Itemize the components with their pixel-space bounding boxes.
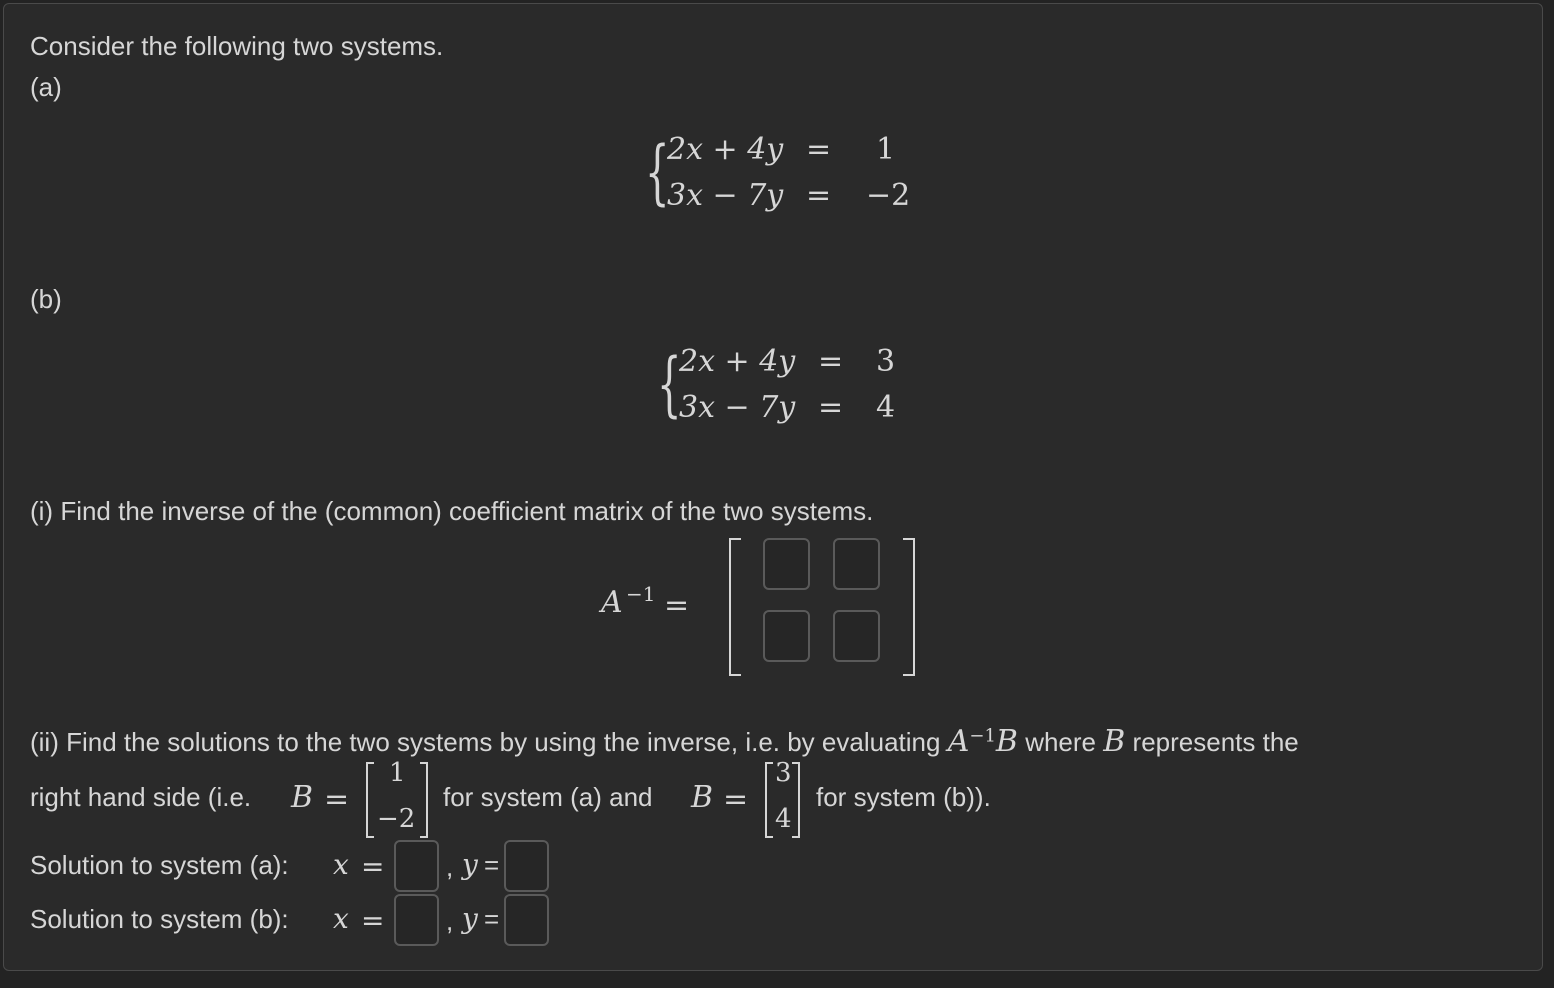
vec-b-top: 3: [775, 758, 792, 788]
vec-b-bottom: 4: [775, 804, 792, 834]
inverse-equals: =: [664, 588, 690, 623]
line2-pre: right hand side (i.e.: [30, 782, 252, 812]
system-a-row1-eq: =: [806, 132, 832, 167]
part-a-label: (a): [30, 72, 62, 102]
system-a-row2-rhs: −2: [866, 178, 911, 213]
system-b-row1-eq: =: [818, 344, 844, 379]
solution-a-comma: ,: [446, 852, 454, 882]
math-exp: −1: [969, 725, 996, 747]
solution-b-y-input[interactable]: [504, 894, 549, 946]
vec-a-bottom: −2: [377, 804, 416, 834]
inverse-entry-12-input[interactable]: [833, 538, 880, 590]
solution-a-x-input[interactable]: [394, 840, 439, 892]
math-b: B: [1103, 724, 1126, 759]
inverse-entry-22-input[interactable]: [833, 610, 880, 662]
inverse-label: A: [601, 585, 623, 620]
line2-b2: B: [691, 780, 714, 815]
vec-a-top: 1: [389, 758, 406, 788]
brace-icon: {: [657, 343, 682, 425]
vec-a-right-bracket: [420, 762, 428, 838]
solution-b-eq: =: [361, 904, 385, 937]
inverse-entry-11-input[interactable]: [763, 538, 810, 590]
solution-a-y-input[interactable]: [504, 840, 549, 892]
math-b: B: [995, 724, 1018, 759]
solution-a-y: y: [462, 848, 478, 881]
solution-b-label: Solution to system (b):: [30, 904, 289, 934]
inverse-exponent: −1: [626, 582, 656, 606]
line2-b: B: [291, 780, 314, 815]
system-b-row2-lhs: 3x − 7y: [679, 390, 796, 425]
system-b-row1-lhs: 2x + 4y: [679, 344, 796, 379]
solution-a-x: x: [333, 848, 349, 881]
system-a-row1-lhs: 2x + 4y: [667, 132, 784, 167]
system-b-row2-rhs: 4: [876, 390, 896, 425]
represents-text: represents the: [1132, 727, 1299, 757]
intro-text: Consider the following two systems.: [30, 31, 444, 61]
part-b-label: (b): [30, 284, 62, 314]
system-a-row2-eq: =: [806, 178, 832, 213]
vec-a-left-bracket: [366, 762, 374, 838]
solution-b-x-input[interactable]: [394, 894, 439, 946]
vec-b-right-bracket: [792, 762, 800, 838]
vec-b-left-bracket: [765, 762, 773, 838]
math-a: A: [947, 724, 970, 759]
system-b-row2-eq: =: [818, 390, 844, 425]
solution-a-y-eq: =: [484, 850, 500, 880]
left-bracket: [729, 538, 741, 676]
line2-mid: for system (a) and: [443, 782, 653, 812]
line2-post: for system (b)).: [816, 782, 991, 812]
line2-eq: =: [324, 782, 350, 817]
system-b-row1-rhs: 3: [876, 344, 896, 379]
question-ii-text: (ii) Find the solutions to the two systems by using the inverse, i.e. by evaluating: [30, 727, 941, 757]
where-text: where: [1025, 727, 1097, 757]
brace-icon: {: [645, 131, 670, 213]
solution-a-eq: =: [361, 850, 385, 883]
solution-a-label: Solution to system (a):: [30, 850, 289, 880]
question-i: (i) Find the inverse of the (common) coefficient matrix of the two systems.: [30, 496, 874, 526]
system-a-row2-lhs: 3x − 7y: [667, 178, 784, 213]
solution-b-y: y: [462, 902, 478, 935]
solution-b-y-eq: =: [484, 904, 500, 934]
line2-eq2: =: [723, 782, 749, 817]
system-a-row1-rhs: 1: [876, 132, 896, 167]
question-ii-line1: [30, 724, 1299, 759]
inverse-entry-21-input[interactable]: [763, 610, 810, 662]
solution-b-x: x: [333, 902, 349, 935]
solution-b-comma: ,: [446, 906, 454, 936]
right-bracket: [903, 538, 915, 676]
